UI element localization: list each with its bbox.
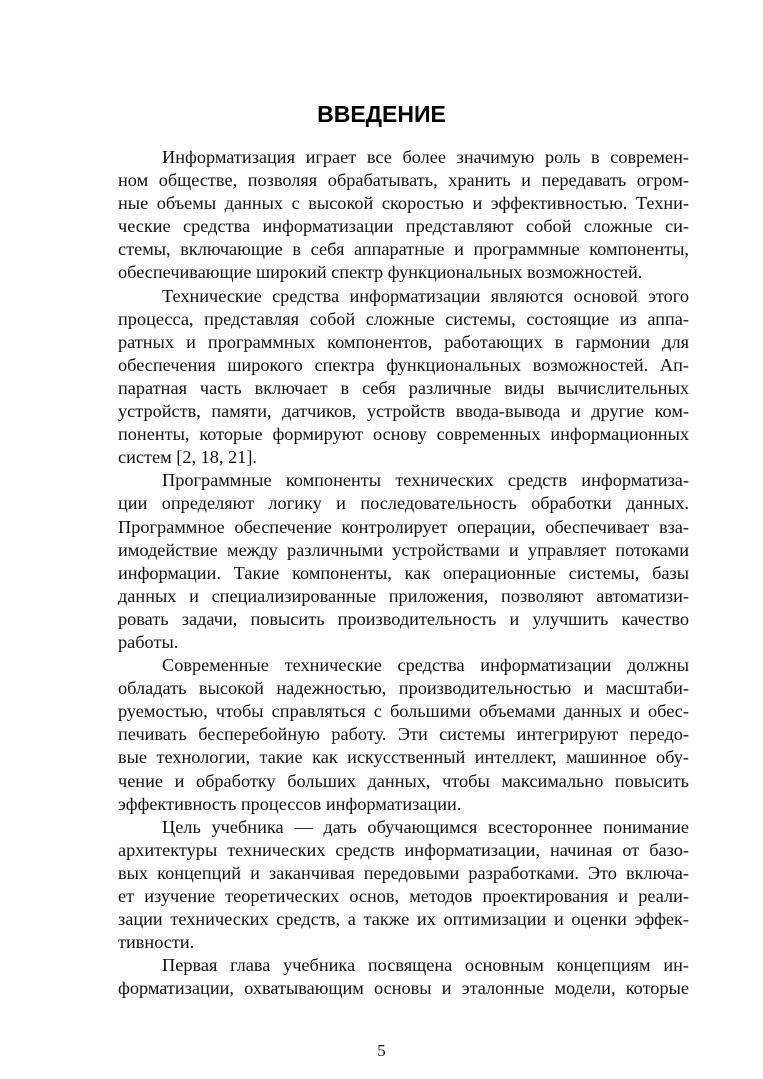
paragraph-2 bbox=[74, 285, 689, 470]
text-line: зации технических средств, а также их оптимизации и оценки эффек- bbox=[118, 909, 689, 930]
text-line: данных и специализированные приложения, позволяют автоматизи- bbox=[118, 585, 689, 606]
text-line: Программные компоненты технических средств информатиза- bbox=[162, 470, 689, 491]
text-line: информации. Такие компоненты, как операционные системы, базы bbox=[118, 562, 689, 583]
page-title: ВВЕДЕНИЕ bbox=[317, 101, 446, 127]
text-line: устройств, памяти, датчиков, устройств ввода-вывода и другие ком- bbox=[118, 401, 689, 422]
text-line: ровать задачи, повысить производительность и улучшить качество bbox=[118, 608, 689, 629]
text-line: печивать бесперебойную работу. Эти системы интегрируют передо- bbox=[118, 724, 689, 745]
text-line: работы. bbox=[118, 631, 179, 652]
paragraph-3 bbox=[74, 469, 689, 654]
text-line: вые технологии, такие как искусственный интеллект, машинное обу- bbox=[118, 747, 689, 768]
text-line: эффективность процессов информатизации. bbox=[118, 793, 462, 814]
text-line: чение и обработку больших данных, чтобы максимально повысить bbox=[118, 770, 689, 791]
text-line: тивности. bbox=[118, 932, 195, 953]
text-line: Программное обеспечение контролирует операции, обеспечивает вза- bbox=[118, 516, 689, 537]
text-line: стемы, включающие в себя аппаратные и программные компоненты, bbox=[118, 239, 689, 260]
text-line: ные объемы данных с высокой скоростью и эффективностью. Техни- bbox=[118, 193, 689, 214]
text-line: ном обществе, позволяя обрабатывать, хранить и передавать огром- bbox=[118, 170, 689, 191]
text-line: Современные технические средства информатизации должны bbox=[162, 655, 689, 676]
text-line: Информатизация играет все более значимую роль в современ- bbox=[162, 147, 689, 167]
text-line: вых концепций и заканчивая передовыми разработками. Это включа- bbox=[118, 862, 689, 883]
page-number: 5 bbox=[377, 1041, 386, 1060]
text-line: Цель учебника — дать обучающимся всестороннее понимание bbox=[162, 816, 689, 837]
text-line: процесса, представляя собой сложные системы, состоящие из аппа- bbox=[118, 308, 689, 329]
text-line: руемостью, чтобы справляться с большими объемами данных и обес- bbox=[118, 701, 689, 722]
text-line: Технические средства информатизации являются основой этого bbox=[162, 285, 689, 306]
text-line: ет изучение теоретических основ, методов проектирования и реали- bbox=[118, 886, 689, 906]
text-line: обеспечения широкого спектра функциональных возможностей. Ап- bbox=[118, 354, 689, 375]
text-line: форматизации, охватывающим основы и эталонные модели, которые bbox=[118, 978, 689, 999]
text-line: Первая глава учебника посвящена основным концепциям ин- bbox=[162, 955, 689, 976]
text-line: ратных и программных компонентов, работающих в гармонии для bbox=[118, 331, 689, 352]
text-line: архитектуры технических средств информатизации, начиная от базо- bbox=[118, 839, 689, 860]
body-text bbox=[74, 146, 689, 1000]
text-line: имодействие между различными устройствами и управляет потоками bbox=[118, 539, 689, 560]
paragraph-6 bbox=[74, 954, 689, 1000]
text-line: ции определяют логику и последовательность обработки данных. bbox=[118, 493, 689, 514]
text-line: паратная часть включает в себя различные виды вычислительных bbox=[118, 377, 689, 398]
paragraph-4 bbox=[74, 654, 689, 816]
paragraph-1 bbox=[74, 146, 689, 285]
text-line: обеспечивающие широкий спектр функциональных возможностей. bbox=[118, 262, 643, 283]
text-line: обладать высокой надежностью, производительностью и масштаби- bbox=[118, 678, 689, 699]
paragraph-5 bbox=[74, 816, 689, 955]
text-line: ческие средства информатизации представляют собой сложные си- bbox=[118, 216, 689, 237]
text-line: систем [2, 18, 21]. bbox=[118, 447, 257, 468]
text-line: поненты, которые формируют основу современных информационных bbox=[118, 424, 689, 445]
